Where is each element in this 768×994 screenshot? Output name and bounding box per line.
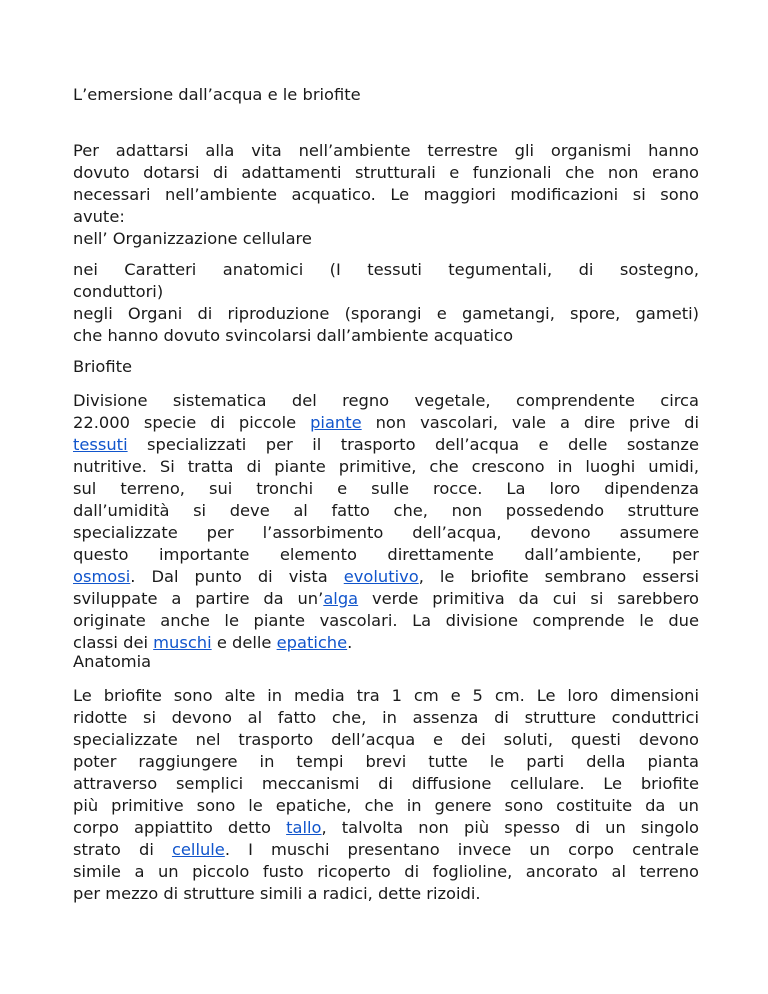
intro-paragraph-1 <box>73 140 699 250</box>
text-line: nei Caratteri anatomici (I tessuti tegumentali, di sostegno, <box>73 260 699 279</box>
text-line: classi dei muschi e delle epatiche. <box>73 633 353 652</box>
link-epatiche[interactable]: epatiche <box>276 633 348 652</box>
link-tessuti[interactable]: tessuti <box>73 435 128 454</box>
text-line: simile a un piccolo fusto ricoperto di foglioline, ancorato al terreno <box>73 862 699 881</box>
text-line: sviluppate a partire da un’alga verde primitiva da cui si sarebbero <box>73 589 699 608</box>
text-line: sul terreno, sui tronchi e sulle rocce. La loro dipendenza <box>73 479 699 498</box>
document-title: L’emersione dall’acqua e le briofite <box>73 85 361 104</box>
text-line: dovuto dotarsi di adattamenti strutturali e funzionali che non erano <box>73 163 699 182</box>
text-line: che hanno dovuto svincolarsi dall’ambiente acquatico <box>73 326 514 345</box>
link-evolutivo[interactable]: evolutivo <box>343 567 419 586</box>
text-line: originate anche le piante vascolari. La divisione comprende le due <box>73 611 699 630</box>
anatomia-paragraph <box>73 685 699 905</box>
text-line: nutritive. Si tratta di piante primitive, che crescono in luoghi umidi, <box>73 457 699 476</box>
text-line: dall’umidità si deve al fatto che, non possedendo strutture <box>73 501 699 520</box>
link-alga[interactable]: alga <box>323 589 359 608</box>
section-heading-anatomia: Anatomia <box>73 652 152 671</box>
text-line: più primitive sono le epatiche, che in genere sono costituite da un <box>73 796 699 815</box>
text-line: specializzate per l’assorbimento dell’acqua, devono assumere <box>73 523 699 542</box>
text-line: per mezzo di strutture simili a radici, dette rizoidi. <box>73 884 481 903</box>
text-line: necessari nell’ambiente acquatico. Le maggiori modificazioni si sono <box>73 185 699 204</box>
text-line: 22.000 specie di piccole piante non vascolari, vale a dire prive di <box>73 413 699 432</box>
text-line: specializzate nel trasporto dell’acqua e dei soluti, questi devono <box>73 730 699 749</box>
briofite-paragraph <box>73 390 699 654</box>
text-line: conduttori) <box>73 282 164 301</box>
link-tallo[interactable]: tallo <box>286 818 322 837</box>
text-line: attraverso semplici meccanismi di diffusione cellulare. Le briofite <box>73 774 699 793</box>
text-line: corpo appiattito detto tallo, talvolta non più spesso di un singolo <box>73 818 700 837</box>
section-heading-briofite: Briofite <box>73 357 133 376</box>
text-line: Le briofite sono alte in media tra 1 cm e 5 cm. Le loro dimensioni <box>73 686 699 705</box>
text-line: poter raggiungere in tempi brevi tutte le parti della pianta <box>73 752 699 771</box>
link-muschi[interactable]: muschi <box>153 633 212 652</box>
text-line: osmosi. Dal punto di vista evolutivo, le briofite sembrano essersi <box>73 567 699 586</box>
intro-paragraph-2 <box>73 259 699 347</box>
link-osmosi[interactable]: osmosi <box>73 567 131 586</box>
text-line: Divisione sistematica del regno vegetale, comprendente circa <box>73 391 699 410</box>
text-line: nell’ Organizzazione cellulare <box>73 229 312 248</box>
text-line: tessuti specializzati per il trasporto dell’acqua e delle sostanze <box>73 435 699 454</box>
text-line: ridotte si devono al fatto che, in assenza di strutture conduttrici <box>73 708 699 727</box>
link-cellule[interactable]: cellule <box>171 840 225 859</box>
text-line: questo importante elemento direttamente dall’ambiente, per <box>73 545 699 564</box>
text-line: negli Organi di riproduzione (sporangi e gametangi, spore, gameti) <box>73 304 699 323</box>
text-line: strato di cellule. I muschi presentano invece un corpo centrale <box>73 840 699 859</box>
text-line: avute: <box>73 207 125 226</box>
text-line: Per adattarsi alla vita nell’ambiente terrestre gli organismi hanno <box>73 141 699 160</box>
link-piante[interactable]: piante <box>310 413 362 432</box>
